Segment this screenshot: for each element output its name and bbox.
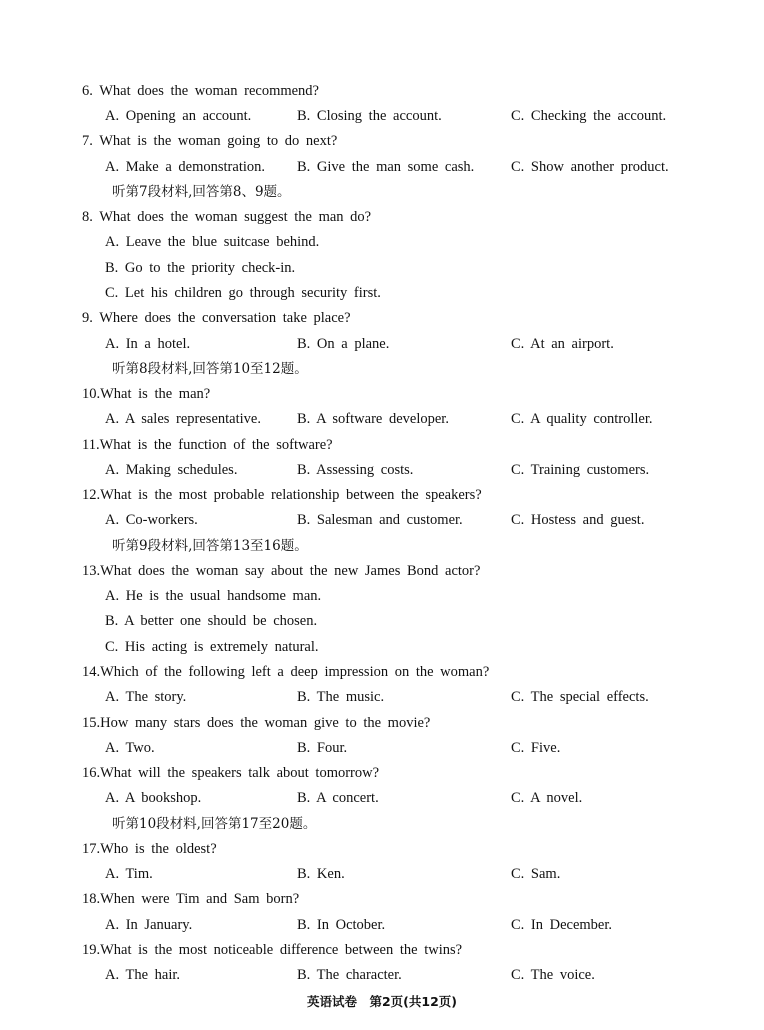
option-b: B. In October. bbox=[297, 917, 386, 933]
option-line: C. His acting is extremely natural. bbox=[105, 639, 319, 655]
option-a: A. In January. bbox=[105, 917, 193, 933]
question-text: 8. What does the woman suggest the man do? bbox=[82, 209, 372, 225]
question-text: 12.What is the most probable relationship between the speakers? bbox=[82, 487, 482, 503]
option-a: A. Make a demonstration. bbox=[105, 159, 266, 175]
option-a: A. The hair. bbox=[105, 967, 180, 983]
question-text: 13.What does the woman say about the new James Bond actor? bbox=[82, 563, 481, 579]
option-c: C. The voice. bbox=[511, 967, 595, 983]
question-text: 19.What is the most noticeable difference between the twins? bbox=[82, 942, 463, 958]
option-a: A. The story. bbox=[105, 689, 187, 705]
option-line: A. Leave the blue suitcase behind. bbox=[105, 234, 320, 250]
question-text: 18.When were Tim and Sam born? bbox=[82, 891, 300, 907]
option-a: A. A sales representative. bbox=[105, 411, 261, 427]
option-c: C. In December. bbox=[511, 917, 613, 933]
option-b: B. Closing the account. bbox=[297, 108, 442, 124]
option-c: C. Checking the account. bbox=[511, 108, 667, 124]
option-c: C. A quality controller. bbox=[511, 411, 653, 427]
option-line: B. A better one should be chosen. bbox=[105, 613, 318, 629]
option-b: B. Give the man some cash. bbox=[297, 159, 475, 175]
option-a: A. Co-workers. bbox=[105, 512, 198, 528]
option-c: C. The special effects. bbox=[511, 689, 649, 705]
section-instruction: 听第9段材料,回答第13至16题。 bbox=[112, 538, 308, 554]
option-c: C. Sam. bbox=[511, 866, 561, 882]
question-text: 11.What is the function of the software? bbox=[82, 437, 333, 453]
option-a: A. Two. bbox=[105, 740, 155, 756]
question-text: 10.What is the man? bbox=[82, 386, 211, 402]
question-text: 6. What does the woman recommend? bbox=[82, 83, 319, 99]
option-b: B. Assessing costs. bbox=[297, 462, 414, 478]
option-b: B. Salesman and customer. bbox=[297, 512, 463, 528]
option-a: A. In a hotel. bbox=[105, 336, 191, 352]
option-line: C. Let his children go through security first. bbox=[105, 285, 381, 301]
option-b: B. The music. bbox=[297, 689, 385, 705]
option-c: C. Show another product. bbox=[511, 159, 669, 175]
page-footer: 英语试卷 第2页(共12页) bbox=[306, 994, 458, 1009]
section-instruction: 听第10段材料,回答第17至20题。 bbox=[112, 816, 317, 832]
question-text: 14.Which of the following left a deep impression on the woman? bbox=[82, 664, 490, 680]
option-a: A. Opening an account. bbox=[105, 108, 252, 124]
option-b: B. A concert. bbox=[297, 790, 379, 806]
option-b: B. The character. bbox=[297, 967, 402, 983]
question-text: 17.Who is the oldest? bbox=[82, 841, 217, 857]
question-text: 16.What will the speakers talk about tomorrow? bbox=[82, 765, 380, 781]
option-a: A. Making schedules. bbox=[105, 462, 238, 478]
option-b: B. On a plane. bbox=[297, 336, 390, 352]
option-c: C. Training customers. bbox=[511, 462, 650, 478]
option-b: B. Ken. bbox=[297, 866, 345, 882]
option-c: C. A novel. bbox=[511, 790, 583, 806]
option-c: C. Five. bbox=[511, 740, 561, 756]
question-text: 7. What is the woman going to do next? bbox=[82, 133, 338, 149]
section-instruction: 听第7段材料,回答第8、9题。 bbox=[112, 184, 291, 200]
option-b: B. A software developer. bbox=[297, 411, 449, 427]
question-text: 15.How many stars does the woman give to the movie? bbox=[82, 715, 431, 731]
option-a: A. Tim. bbox=[105, 866, 153, 882]
option-a: A. A bookshop. bbox=[105, 790, 202, 806]
option-c: C. At an airport. bbox=[511, 336, 614, 352]
section-instruction: 听第8段材料,回答第10至12题。 bbox=[112, 361, 308, 377]
question-text: 9. Where does the conversation take place? bbox=[82, 310, 351, 326]
option-c: C. Hostess and guest. bbox=[511, 512, 645, 528]
option-line: B. Go to the priority check-in. bbox=[105, 260, 296, 276]
option-line: A. He is the usual handsome man. bbox=[105, 588, 322, 604]
option-b: B. Four. bbox=[297, 740, 348, 756]
